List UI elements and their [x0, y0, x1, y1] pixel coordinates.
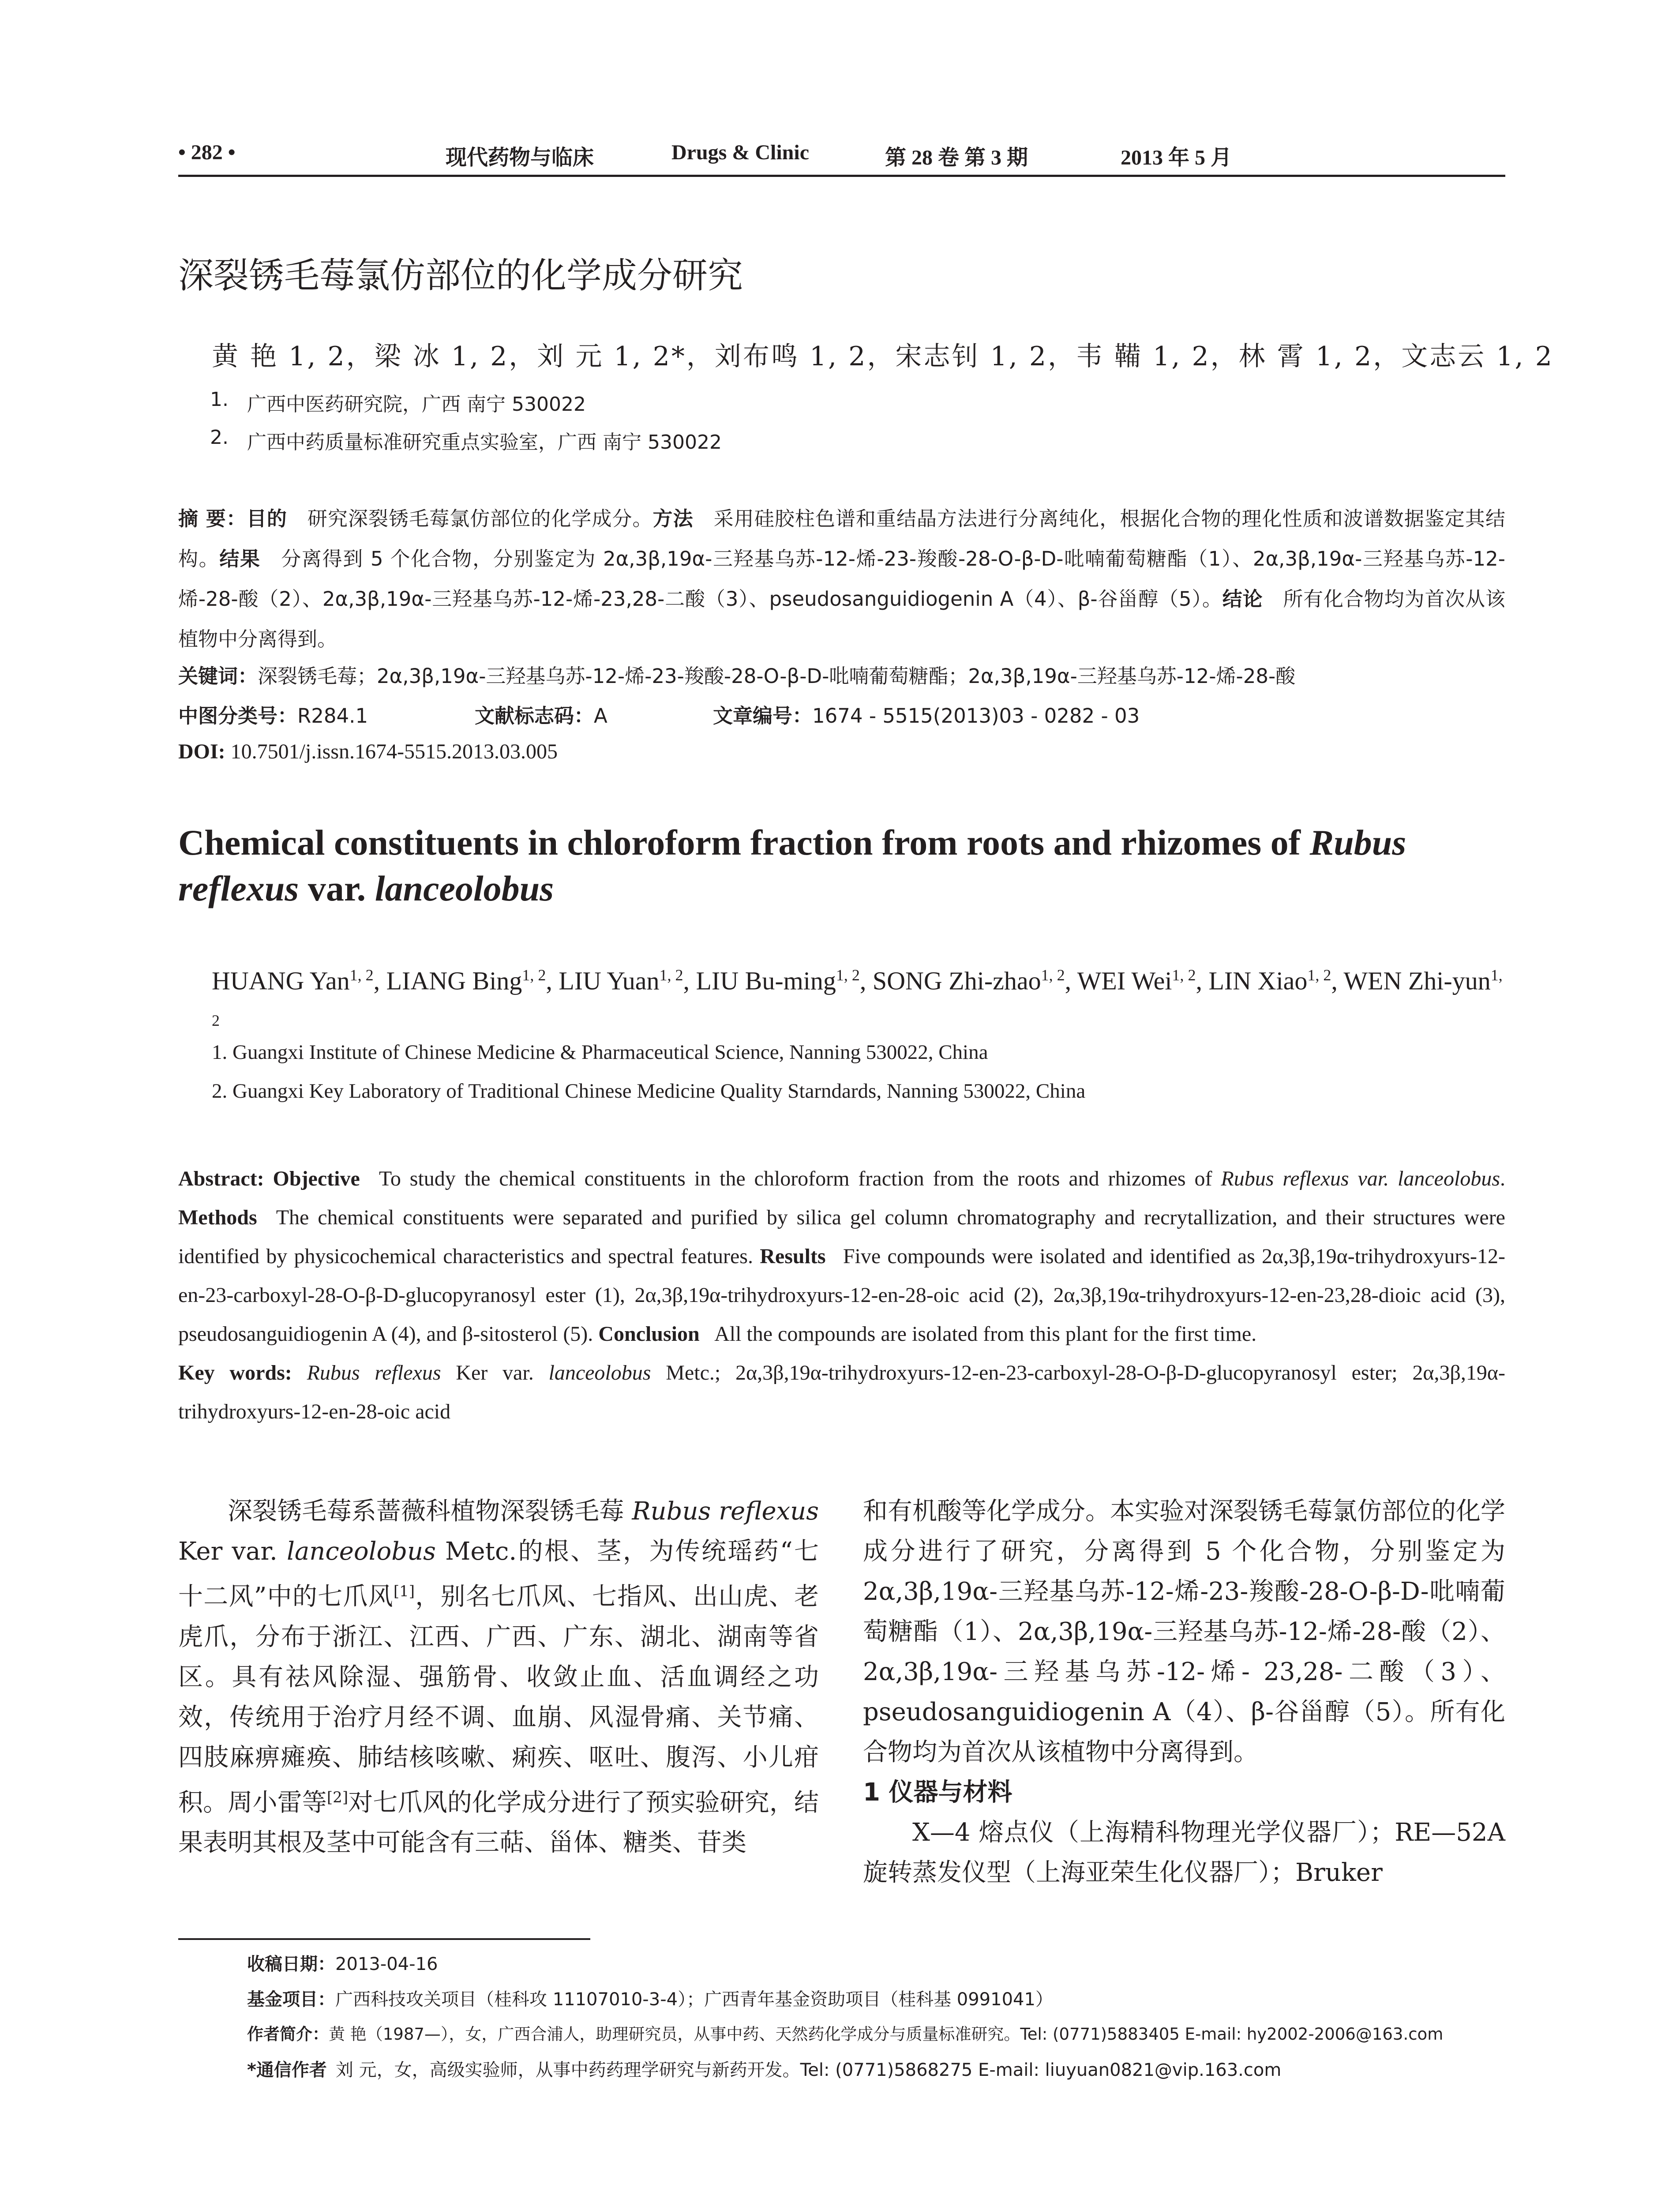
journal-name-en: Drugs & Clinic	[671, 141, 809, 164]
author-en: LIANG Bing	[386, 966, 522, 995]
doi-row	[178, 739, 558, 764]
conclusion-label: Conclusion	[598, 1322, 700, 1346]
header-rule	[178, 175, 1505, 177]
species-name: Rubus reflexus var. lanceolobus	[1221, 1167, 1500, 1190]
footnote-received: 收稿日期：2013-04-16	[247, 1954, 438, 1974]
methods-text: The chemical constituents were separated and purified by silica gel column chromatography and recrytallization, and their structures were identified by physicochemical characteristics and spectral features.	[178, 1206, 1505, 1268]
body-column-left	[178, 1491, 819, 1863]
conclusion-text: All the compounds are isolated from this plant for the first time.	[714, 1322, 1257, 1346]
author-affiliation-marker: 1, 2	[349, 966, 374, 984]
reference-link[interactable]: [2]	[326, 1788, 349, 1806]
affiliation-number: 2.	[210, 426, 229, 449]
objective-text: To study the chemical constituents in the chloroform fraction from the roots and rhizomes of	[379, 1167, 1221, 1190]
conclusion-text: 所有化合物均为首次从该植物中分离得到。	[178, 587, 1505, 651]
footnote-rule	[178, 1938, 590, 1940]
intro-paragraph-continued: 和有机酸等化学成分。本实验对深裂锈毛莓氯仿部位的化学成分进行了研究，分离得到 5 个化合物，分别鉴定为 2α,3β,19α-三羟基乌苏-12-烯-23-羧酸-28-O-β-D-吡喃葡萄糖酯（1）、2α,3β,19α-三羟基乌苏-12-烯-28-酸（2）、2α,3β,19α-三羟基乌苏-12-烯- 23,28-二酸（3）、pseudosanguidiogenin A（4）、β-谷甾醇（5）。所有化合物均为首次从该植物中分离得到。	[863, 1497, 1505, 1767]
document-code	[475, 700, 608, 728]
author-affiliation-marker: 1, 2	[522, 966, 546, 984]
abstract-objective-label: Abstract: Objective	[178, 1167, 360, 1190]
footnote-funding: 基金项目：广西科技攻关项目（桂科攻 11107010-3-4）；广西青年基金资助项目（桂科基 0991041）	[247, 1989, 1053, 2010]
author-en: SONG Zhi-zhao	[872, 966, 1041, 995]
keywords-text: 深裂锈毛莓；2α,3β,19α-三羟基乌苏-12-烯-23-羧酸-28-O-β-D-吡喃葡萄糖酯；2α,3β,19α-三羟基乌苏-12-烯-28-酸	[258, 664, 1296, 688]
keywords-label: Key words:	[178, 1361, 292, 1384]
results-text: Five compounds were isolated and identified as 2α,3β,19α-trihydroxyurs-12-en-23-carboxyl-28-O-β-D-glucopyranosyl ester (1), 2α,3β,19α-trihydroxyurs-12-en-28-oic acid (2), 2α,3β,19α-trihydroxyurs-12-en-23,28-dioic acid (3), pseudosanguidiogenin A (4), and β-sitosterol (5).	[178, 1245, 1506, 1346]
abstract-en: Abstract: Objective To study the chemical constituents in the chloroform fraction from the roots and rhizomes of Rubus reflexus var. lanceolobus. Methods The chemical constituents were separated and purified by silica gel column chromatography and recrytallization, and their structures were identified by physicochemical characteristics and spectral features. Results Five compounds were isolated and identified as 2α,3β,19α-trihydroxyurs-12-en-23-carboxyl-28-O-β-D-glucopyranosyl ester (1), 2α,3β,19α-trihydroxyurs-12-en-28-oic acid (2), 2α,3β,19α-trihydroxyurs-12-en-23,28-dioic acid (3), pseudosanguidiogenin A (4), and β-sitosterol (5). Conclusion All the compounds are isolated from this plant for the first time. Key words: Rubus reflexus Ker var. lanceolobus Metc.; 2α,3β,19α-trihydroxyurs-12-en-23-carboxyl-28-O-β-D-glucopyranosyl ester; 2α,3β,19α-trihydroxyurs-12-en-28-oic acid	[178, 1167, 1506, 1423]
results-label: 结果	[219, 547, 261, 570]
methods-label: Methods	[178, 1206, 257, 1229]
footnote-author: 作者简介：黄 艳（1987—），女，广西合浦人，助理研究员，从事中药、天然药化学成分与质量标准研究。Tel: (0771)5883405 E-mail: hy2002-2006@163.com	[247, 2025, 1444, 2044]
clc-label: 中图分类号：	[178, 704, 298, 728]
journal-date: 2013 年 5 月	[1121, 146, 1232, 169]
affiliation-cn-2	[210, 426, 722, 454]
affiliation-en-1: 1. Guangxi Institute of Chinese Medicine & Pharmaceutical Science, Nanning 530022, China	[212, 1041, 988, 1064]
objective-text: 研究深裂锈毛莓氯仿部位的化学成分。	[307, 507, 653, 530]
author-affiliation-marker: 1, 2	[1041, 966, 1065, 984]
author-en: LIU Bu-ming	[696, 966, 836, 995]
methods-text: 采用硅胶柱色谱和重结晶方法进行分离纯化，根据化合物的理化性质和波谱数据鉴定其结构。	[178, 507, 1505, 570]
author-affiliation-marker: 1, 2	[659, 966, 683, 984]
article-number-label: 文章编号：	[713, 704, 813, 728]
author-affiliation-marker: 1, 2	[212, 966, 1503, 1030]
conclusion-label: 结论	[1222, 587, 1263, 611]
keywords-cn	[178, 660, 1295, 689]
results-text: 分离得到 5 个化合物，分别鉴定为 2α,3β,19α-三羟基乌苏-12-烯-23-羧酸-28-O-β-D-吡喃葡萄糖酯（1）、2α,3β,19α-三羟基乌苏-12-烯-28-酸（2）、2α,3β,19α-三羟基乌苏-12-烯-23,28-二酸（3）、pseudosanguidiogenin A（4）、β-谷甾醇（5）。	[178, 547, 1505, 611]
objective-label: 目的	[246, 507, 287, 530]
author-en: WEI Wei	[1077, 966, 1172, 995]
journal-name-cn: 现代药物与临床	[446, 145, 594, 170]
affiliation-number: 1.	[210, 388, 229, 411]
intro-paragraph: 深裂锈毛莓系蔷薇科植物深裂锈毛莓 Rubus reflexus Ker var. lanceolobus Metc.的根、茎，为传统瑶药“七十二风”中的七爪风[1]，别名七爪风、七指风、出山虎、老虎爪，分布于浙江、江西、广西、广东、湖北、湖南等省区。具有祛风除湿、强筋骨、收敛止血、活血调经之功效，传统用于治疗月经不调、血崩、风湿骨痛、关节痛、四肢麻痹瘫痪、肺结核咳嗽、痢疾、呕吐、腹泻、小儿疳积。周小雷等[2]对七爪风的化学成分进行了预实验研究，结果表明其根及茎中可能含有三萜、甾体、糖类、苷类	[178, 1497, 819, 1857]
article-number-value: 1674 - 5515(2013)03 - 0282 - 03	[812, 704, 1140, 728]
author-en: LIN Xiao	[1208, 966, 1308, 995]
body-column-right	[863, 1491, 1505, 1893]
doi-label: DOI:	[178, 740, 225, 763]
author-affiliation-marker: 1, 2	[1172, 966, 1196, 984]
footnote-corresponding: *通信作者 刘 元，女，高级实验师，从事中药药理学研究与新药开发。Tel: (0771)5868275 E-mail: liuyuan0821@vip.163.com	[247, 2060, 1282, 2080]
methods-label: 方法	[652, 507, 694, 530]
instruments-paragraph: X—4 熔点仪（上海精科物理光学仪器厂）；RE—52A 旋转蒸发仪型（上海亚荣生化仪器厂）；Bruker	[863, 1818, 1505, 1887]
reference-link[interactable]: [1]	[393, 1583, 415, 1600]
authors-en: HUANG Yan$^{1, 2}$, LIANG Bing$^{1, 2}$, LIU Yuan$^{1, 2}$, LIU Bu-ming$^{1, 2}$, SONG Zhi-zhao$^{1, 2}$, WEI Wei$^{1, 2}$, LIN Xiao$^{1, 2}$, WEN Zhi-yun$^{1, 2}$	[212, 966, 1503, 1030]
doi-link[interactable]: 10.7501/j.issn.1674-5515.2013.03.005	[230, 740, 558, 763]
author-affiliation-marker: 1, 2	[1307, 966, 1331, 984]
page-number: • 282 •	[178, 141, 236, 164]
affiliation-text: 广西中药质量标准研究重点实验室，广西 南宁 530022	[247, 431, 722, 454]
affiliation-text: 广西中医药研究院，广西 南宁 530022	[247, 393, 586, 416]
doc-code-value: A	[594, 704, 608, 728]
authors-cn: 黄 艳 1, 2，梁 冰 1, 2，刘 元 1, 2*，刘布鸣 1, 2，宋志钊 1, 2，韦 鞴 1, 2，林 霄 1, 2，文志云 1, 2	[212, 341, 1554, 372]
abstract-cn	[178, 499, 1505, 659]
results-label: Results	[760, 1245, 826, 1268]
doc-code-label: 文献标志码：	[475, 704, 594, 728]
author-en: LIU Yuan	[559, 966, 660, 995]
keywords-text: Metc.; 2α,3β,19α-trihydroxyurs-12-en-23-carboxyl-28-O-β-D-glucopyranosyl ester; 2α,3β,19α-trihydroxyurs-12-en-28-oic acid	[178, 1361, 1506, 1423]
keywords-label: 关键词：	[178, 664, 258, 688]
article-title-en: Chemical constituents in chloroform fraction from roots and rhizomes of Rubus reflexus var. lanceolobus	[178, 822, 1406, 908]
clc-value: R284.1	[297, 704, 368, 728]
article-number	[713, 700, 1140, 728]
abstract-label: 摘 要：	[178, 507, 247, 530]
classification-row	[178, 700, 368, 728]
article-title-cn: 深裂锈毛莓氯仿部位的化学成分研究	[178, 255, 743, 296]
author-en: HUANG Yan	[212, 966, 350, 995]
affiliation-cn-1	[210, 388, 586, 416]
author-en: WEN Zhi-yun	[1343, 966, 1491, 995]
author-affiliation-marker: 1, 2	[836, 966, 860, 984]
affiliation-en-2: 2. Guangxi Key Laboratory of Traditional Chinese Medicine Quality Starndards, Nanning 530022, China	[212, 1080, 1086, 1103]
section-heading: 1 仪器与材料	[863, 1778, 1012, 1807]
journal-volume: 第 28 卷 第 3 期	[885, 146, 1028, 169]
